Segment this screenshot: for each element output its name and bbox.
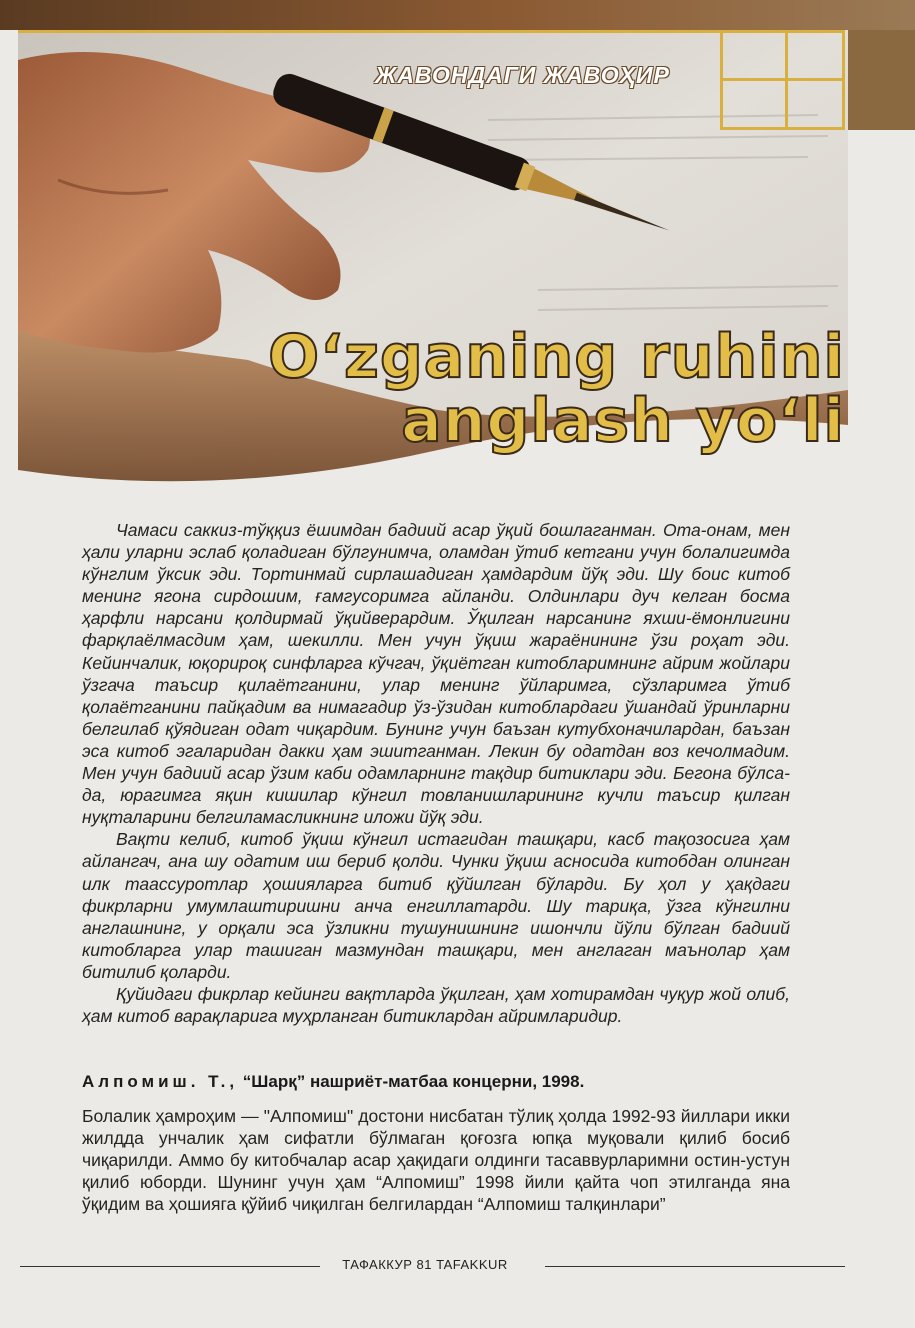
- book-review-text: [82, 1105, 790, 1215]
- header-strip: [0, 0, 915, 30]
- brown-corner-panel: [848, 30, 915, 130]
- title-line-1: O‘zganing ruhini: [268, 322, 845, 392]
- intro-paragraph-1: Чамаси саккиз-тўққиз ёшимдан бадиий асар ўқий бошлаганман. Ота-онам, мен ҳали уларни эслаб қоладиган бўлгунимча, оламдан ўтиб кетгани учун болалигимда кўнглим ўксик эди. Тортинмай сирлашадиган ҳамдардим йўқ эди. Шу боис китоб менинг ягона сирдошим, ғамгусоримга айланди. Олдинлари дуч келган босма ҳарфли нарсани қолдирмай ўқийверардим. Ўқилган нарсанинг яхши-ёмонлигини фарқлаёлмасдим ҳам, шекилли. Мен учун ўқиш жараёнининг ўзи роҳат эди. Кейинчалик, юқорироқ синфларга кўчгач, ўқиётган китобларимнинг айрим жойлари ўзгача таъсир қилаётганини, улар менинг ўйларимга, сўзларимга ўтиб қолаётганини пайқадим ва нимагадир ўз-ўзидан китоблардаги ўшандай ўринларни белгилаб қўядиган одат чиқардим. Бунинг учун баъзан кутубхоначилардан, баъзан эса китоб эгаларидан дакки ҳам эшитганман. Лекин бу одатдан воз кечолмадим. Мен учун бадиий асар ўзим каби одамларнинг тақдир битиклари эди. Бегона бўлса-да, юрагимга яқин кишилар кўнгил товланишларининг кучли таъсир қилган нуқталарини белгиламасликнинг иложи йўқ эди.: [82, 520, 790, 828]
- section-rubric: ЖАВОНДАГИ ЖАВОҲИР: [375, 62, 670, 88]
- intro-text: [82, 519, 790, 1027]
- book-heading: [82, 1072, 584, 1092]
- gold-rule-top: [18, 30, 720, 33]
- review-paragraph: Болалик ҳамроҳим — "Алпомиш" достони нисбатан тўлиқ ҳолда 1992-93 йиллари икки жилдда унчалик ҳам сифатли бўлмаган қоғозга юпқа муқовали қилиб босиб чиқарилди. Аммо бу китобчалар асар ҳақидаги олдинги тасаввурларимни остин-устун қилиб юборди. Шунинг учун ҳам “Алпомиш” 1998 йили қайта чоп этилганда яна ўқидим ва ҳошияга қўйиб чиқилган белгилардан “Алпомиш талқинлари”: [82, 1106, 790, 1215]
- footer-rule-right: [545, 1266, 845, 1267]
- page-footer: ТАФАККУР 81 TAFAKKUR: [342, 1257, 508, 1272]
- intro-paragraph-3: Қуйидаги фикрлар кейинги вақтларда ўқилган, ҳам хотирамдан чуқур жой олиб, ҳам китоб варақларига муҳрланган битиклардан айримларидир.: [82, 983, 790, 1027]
- intro-paragraph-2: Вақти келиб, китоб ўқиш кўнгил истагидан ташқари, касб тақозосига ҳам айлангач, ана шу одатим иш бериб қолди. Чунки ўқиш асносида китобдан олинган илк таассуротлар ҳошияларга битиб қўйилган бўларди. Бу ҳол у ҳақдаги фикрларни умумлаштиришни анча енгиллатарди. Шу тариқа, ўзга кўнгилни англашнинг, у орқали эса ўзликни тушунишнинг ишончли йўли бўлган бадиий китобларга улар ташиган мазмундан ташқари, мен англаган маънолар ҳам битилиб қоларди.: [82, 829, 790, 982]
- book-heading-author: Алпомиш. Т.,: [82, 1072, 239, 1091]
- footer-rule-left: [20, 1266, 320, 1267]
- article-title: [268, 322, 845, 456]
- title-line-2: anglash yo‘li: [401, 386, 845, 456]
- gold-frame-horizontal: [720, 78, 845, 81]
- book-heading-publisher: “Шарқ” нашриёт-матбаа концерни, 1998.: [238, 1072, 585, 1091]
